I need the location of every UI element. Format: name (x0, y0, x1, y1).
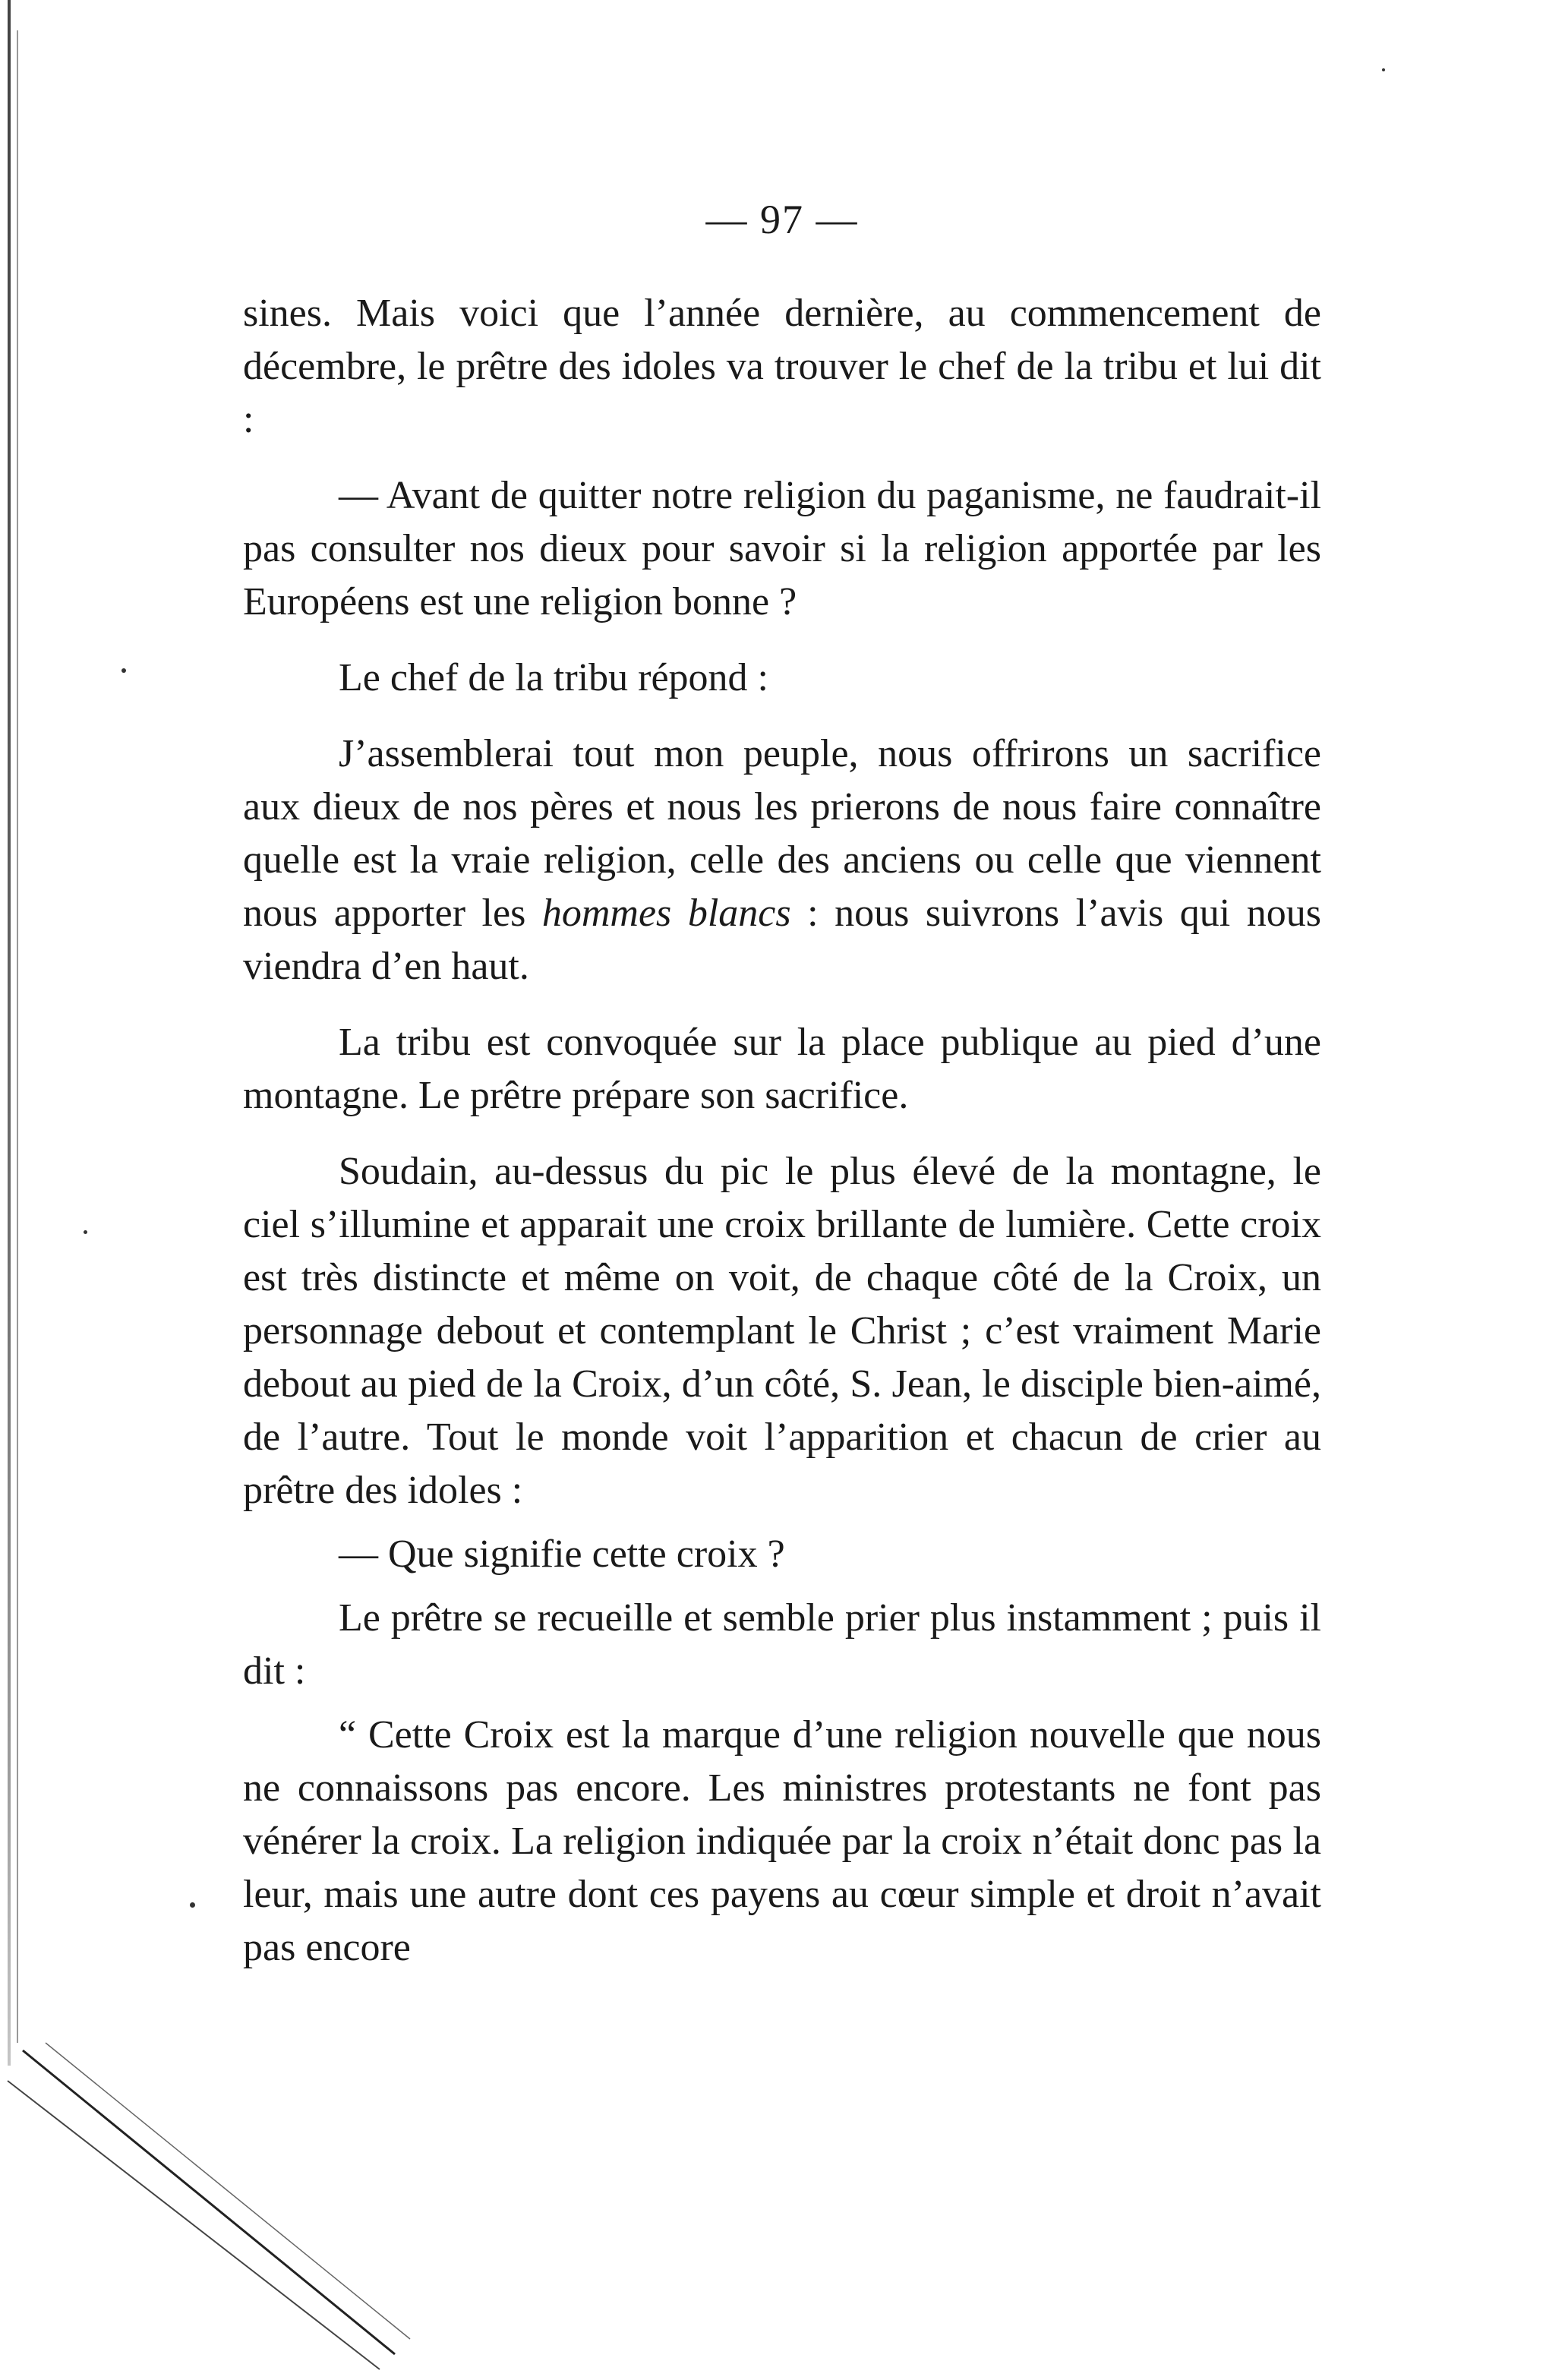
scan-corner-fold-lines (0, 2035, 456, 2380)
stray-dot-mark (84, 1230, 87, 1234)
page-number: — 97 — (705, 197, 859, 242)
scan-left-edge-line (17, 30, 18, 2043)
page-body-text (243, 287, 1321, 1974)
paragraph-text-part: : nous suivrons l’avis qui nous viendra d’en haut. (243, 892, 1321, 988)
paragraph-dialogue: — Avant de quitter notre religion du paganisme, ne faudrait-il pas consulter nos dieux pour savoir si la religion apportée par les Européens est une religion bonne ? (243, 474, 1321, 623)
paragraph-speech (243, 728, 1321, 993)
paragraph: Le prêtre se recueille et semble prier plus instamment ; puis il dit : (243, 1596, 1321, 1693)
italic-phrase: hommes blancs (541, 892, 791, 935)
paragraph-quote: “ Cette Croix est la marque d’une religion nouvelle que nous ne connaissons pas encore. Les ministres protestants ne font pas vénérer la croix. La religion indiquée par la croix n’était donc pas la leur, mais une autre dont ces payens au cœur simple et droit n’avait pas encore (243, 1713, 1321, 1969)
paragraph: Le chef de la tribu répond : (339, 656, 768, 699)
stray-dot-mark (190, 1902, 195, 1908)
paragraph: Soudain, au-dessus du pic le plus élevé de la montagne, le ciel s’illumine et apparait une croix brillante de lumière. Cette croix est très distincte et même on voit, de chaque côté de la Croix, un personnage debout et contemplant le Christ ; c’est vraiment Marie debout au pied de la Croix, d’un côté, S. Jean, le disciple bien-aimé, de l’autre. Tout le monde voit l’apparition et chacun de crier au prêtre des idoles : (243, 1150, 1321, 1512)
paragraph-text-part: J’assemblerai tout mon peuple, nous offrirons un sacrifice aux dieux de nos pères et nous les prierons de nous faire connaître quelle est la vraie religion, celle des anciens ou celle que viennent nous apporter les (243, 732, 1321, 935)
stray-dot-mark (1382, 68, 1385, 71)
paragraph-dialogue: — Que signifie cette croix ? (339, 1532, 785, 1576)
paragraph: La tribu est convoquée sur la place publique au pied d’une montagne. Le prêtre prépare son sacrifice. (243, 1021, 1321, 1117)
scan-left-edge-shadow (8, 0, 11, 2066)
paragraph: sines. Mais voici que l’année dernière, au commencement de décembre, le prêtre des idoles va trouver le chef de la tribu et lui dit : (243, 292, 1321, 441)
stray-dot-mark (121, 668, 126, 673)
